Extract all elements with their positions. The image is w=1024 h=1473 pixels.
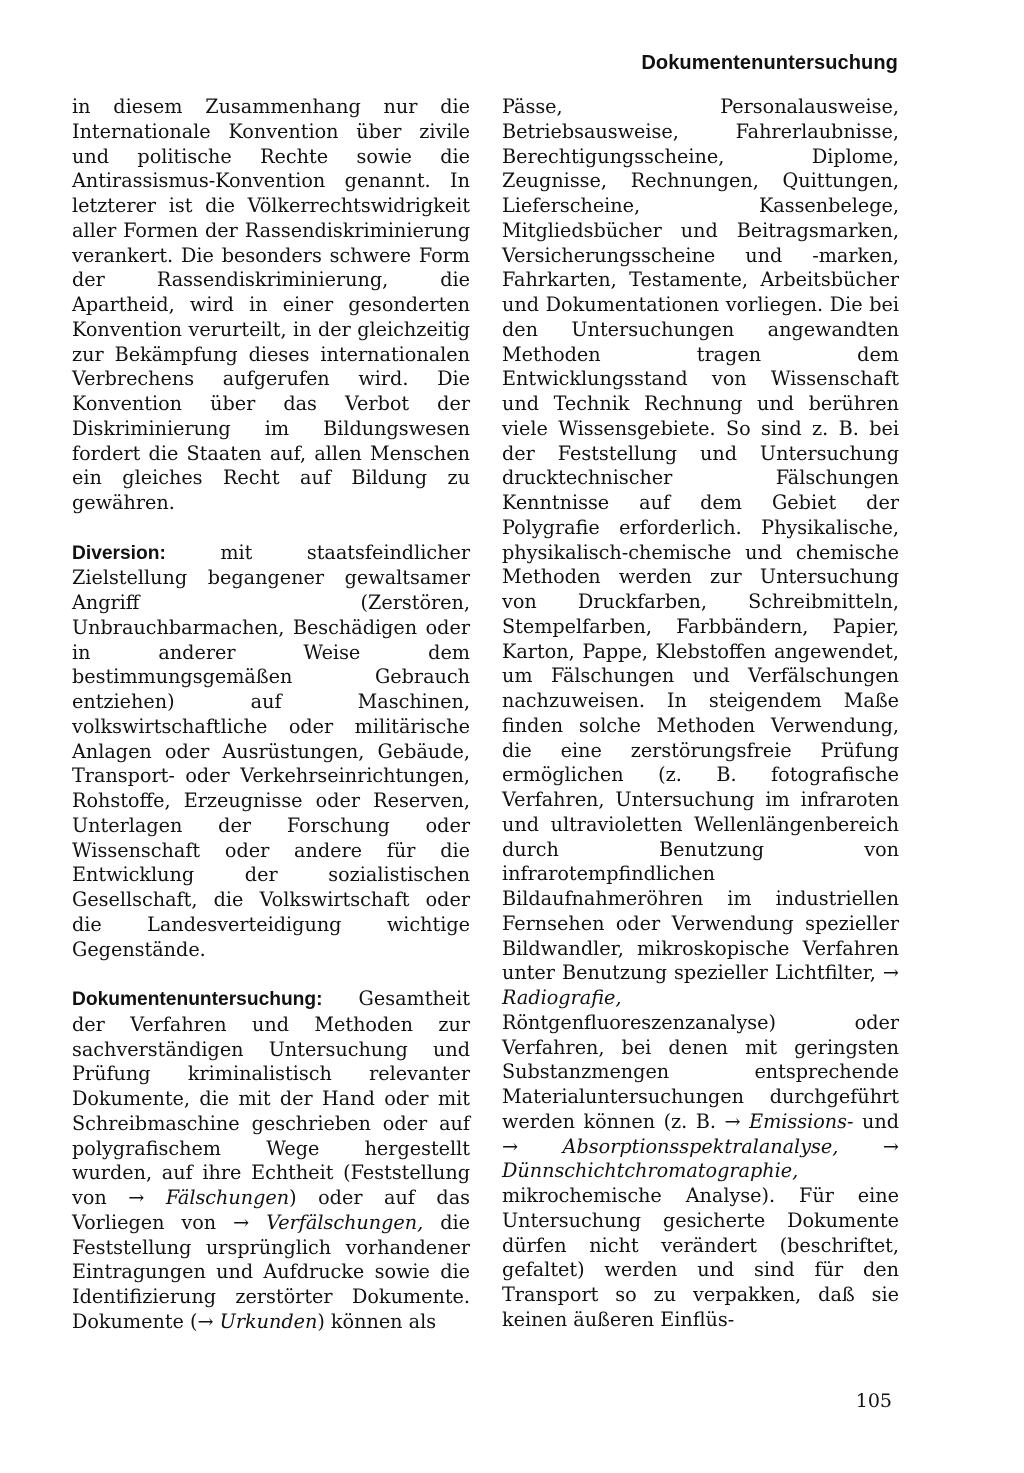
cross-reference: Absorptionsspektralanalyse,: [562, 1134, 839, 1158]
right-column: [502, 95, 899, 1333]
cross-reference: Radiografie,: [502, 986, 622, 1009]
left-column: [72, 95, 470, 1335]
cross-reference: Dünnschichtchromatographie,: [502, 1159, 799, 1183]
entry-dokumentenuntersuchung: [72, 987, 470, 1335]
text-part: Pässe, Personalausweise, Betriebsausweise, Fahrerlaubnisse, Berechtigungsscheine, Diplome, Zeugnisse, Rechnungen, Quittungen, Lieferscheine, Kassenbelege, Mitgliedsbücher und Beitragsmarken, Versicherungsscheine und -marken, Fahrkarten, Testamente, Arbeitsbücher und Dokumentationen vorliegen. Die bei den Untersuchungen angewandten Methoden tragen dem Entwicklungsstand von Wissenschaft und Technik Rechnung und berühren viele Wissensgebiete. So sind z. B. bei der Feststellung und Untersuchung drucktechnischer Fälschungen Kenntnisse auf dem Gebiet der Polygrafie erforderlich. Physikalische, physikalisch-chemische und chemische Methoden werden zur Untersuchung von Druckfarben, Schreibmitteln, Stempelfarben, Farbbändern, Papier, Karton, Pappe, Klebstoffen angewendet, um Fälschungen und Verfälschungen nachzuweisen. In steigendem Maße finden solche Methoden Verwendung, die eine zerstörungsfreie Prüfung ermöglichen (z. B. fotografische Verfahren, Untersuchung im infraroten und ultravioletten Wellenlängenbereich durch Benutzung von infrarotempfindlichen Bildaufnahmeröhren im industriellen Fernsehen oder Verwendung spezieller Bildwandler, mikroskopische Verfahren unter Benutzung spezieller Lichtfilter, →: [502, 95, 899, 985]
text-part: Röntgenfluoreszenzanalyse) oder Verfahren, bei denen mit geringsten Substanzmengen entsprechende Materialuntersuchungen durchgeführt werden können (z. B. →: [502, 1010, 899, 1133]
cross-reference: Urkunden: [219, 1309, 318, 1333]
cross-reference: Emissions-: [749, 1109, 854, 1133]
entry-text-part: Gesamtheit der Verfahren und Methoden zur sachverständigen Untersuchung und Prüfung kriminalistisch relevanter Dokumente, die mit der Hand oder mit Schreibmaschine geschrieben oder auf polygrafischem Wege hergestellt wurden, auf ihre Echtheit (Feststellung von →: [72, 987, 470, 1209]
page-number: 105: [855, 1390, 892, 1412]
text-part: mikrochemische Analyse). Für eine Untersuchung gesicherte Dokumente dürfen nicht verändert (beschriftet, gefaltet) werden und sind für den Transport so zu verpakken, daß sie keinen äußeren Einflüs-: [502, 1184, 899, 1331]
text-part: und →: [502, 1109, 899, 1158]
cross-reference: Verfälschungen,: [266, 1210, 424, 1234]
entry-text-part: die Feststellung ursprünglich vorhandener Eintragungen und Aufdrucke sowie die Identifizierung zerstörter Dokumente. Dokumente (→: [72, 1210, 470, 1333]
entry-term-diversion: Diversion:: [72, 542, 166, 564]
text-part: →: [838, 1134, 899, 1158]
entry-term-dokumentenuntersuchung: Dokumentenuntersuchung:: [72, 989, 323, 1010]
entry-text-diversion: mit staatsfeindlicher Zielstellung begangener gewaltsamer Angriff (Zerstören, Unbrauchbarmachen, Beschädigen oder in anderer Weise dem bestimmungsgemäßen Gebrauch entziehen) auf Maschinen, volkswirtschaftliche oder militärische Anlagen oder Ausrüstungen, Gebäude, Transport- oder Verkehrseinrichtungen, Rohstoffe, Erzeugnisse oder Reserven, Unterlagen der Forschung oder Wissenschaft oder andere für die Entwicklung der sozialistischen Gesellschaft, die Volkswirtschaft oder die Landesverteidigung wichtige Gegenstände.: [72, 540, 470, 961]
entry-text-part: ) oder auf das Vorliegen von →: [72, 1186, 470, 1234]
running-head: Dokumentenuntersuchung: [641, 52, 898, 74]
entry-text-part: ) können als: [317, 1309, 437, 1333]
paragraph-human-rights: in diesem Zusammenhang nur die Internationale Konvention über zivile und politische Rechte sowie die Antirassismus-Konvention genannt. In letzterer ist die Völkerrechtswidrigkeit aller Formen der Rassendiskriminierung verankert. Die besonders schwere Form der Rassendiskriminierung, die Apartheid, wird in einer gesonderten Konvention verurteilt, in der gleichzeitig zur Bekämpfung dieses internationalen Verbrechens aufgerufen wird. Die Konvention über das Verbot der Diskriminierung im Bildungswesen fordert die Staaten auf, allen Menschen ein gleiches Recht auf Bildung zu gewähren.: [72, 95, 470, 514]
cross-reference: Fälschungen: [165, 1186, 290, 1209]
paragraph-continuation: [502, 95, 899, 1333]
entry-diversion: [72, 541, 470, 963]
